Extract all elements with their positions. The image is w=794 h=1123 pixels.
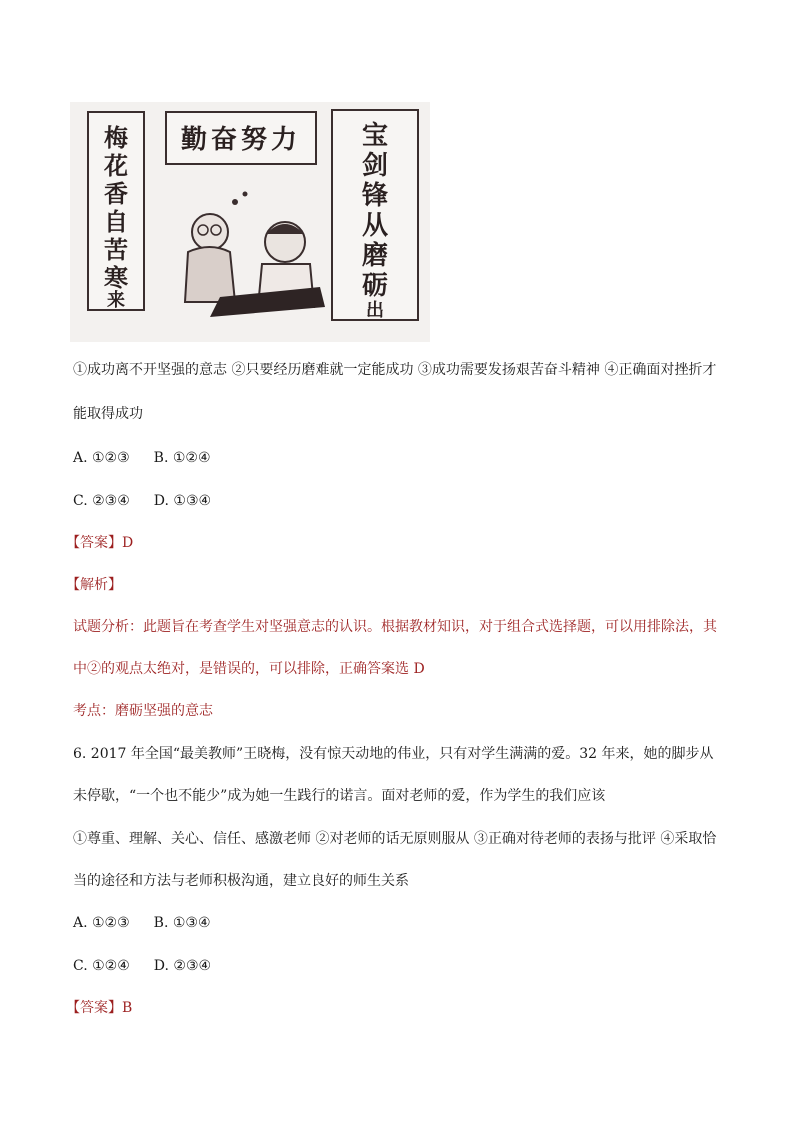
svg-text:剑: 剑 [361,151,389,181]
svg-text:宝: 宝 [361,121,389,151]
svg-text:香: 香 [104,180,128,208]
q5-answer-label: 【答案】 [66,535,122,551]
svg-text:梅: 梅 [104,124,128,152]
q6-answer-value: B [122,1000,133,1016]
q5-kaodian: 考点：磨砺坚强的意志 [73,703,213,719]
svg-text:出: 出 [366,300,384,321]
q5-analysis-line2: 中②的观点太绝对，是错误的，可以排除，正确答案选 D [73,661,425,677]
q6-stem-line1: 6. 2017 年全国“最美教师”王晓梅，没有惊天动地的伟业，只有对学生满满的爱。32 年来，她的脚步从 [73,746,714,762]
q5-answer-value: D [122,535,134,551]
svg-text:从: 从 [361,211,389,241]
q5-analysis-label [66,575,726,595]
q5-options-row1 [73,448,733,468]
q6-options-row1 [73,913,733,933]
q6-stem-line2: 未停歇，“一个也不能少”成为她一生践行的诺言。面对老师的爱，作为学生的我们应该 [73,788,606,804]
q5-statements-line1: ①成功离不开坚强的意志 ②只要经历磨难就一定能成功 ③成功需要发扬艰苦奋斗精神 ④正确面对挫折才 [73,362,717,378]
q6-option-a[interactable]: A. ①②③ [73,915,130,931]
q6-option-d[interactable]: D. ②③④ [153,958,212,974]
svg-text:砺: 砺 [361,271,389,301]
q6-answer [66,998,726,1018]
svg-text:自: 自 [104,208,128,236]
q5-option-d[interactable]: D. ①③④ [153,493,212,509]
svg-text:来: 来 [107,290,125,311]
q5-analysis-line1: 试题分析：此题旨在考查学生对坚强意志的认识。根据教材知识，对于组合式选择题，可以用排除法，其 [73,619,717,635]
cartoon-illustration [70,102,430,342]
q5-options-row2 [73,491,733,511]
q5-option-a[interactable]: A. ①②③ [73,450,130,466]
svg-text:寒: 寒 [104,264,128,292]
svg-text:勤奋努力: 勤奋努力 [180,125,302,155]
svg-text:锋: 锋 [361,181,389,211]
q6-statements-line1: ①尊重、理解、关心、信任、感激老师 ②对老师的话无原则服从 ③正确对待老师的表扬与批评 ④采取恰 [73,831,717,847]
cartoon-drawing [70,102,430,342]
q6-statements-line2: 当的途径和方法与老师积极沟通，建立良好的师生关系 [73,873,409,889]
q6-option-c[interactable]: C. ①②④ [73,958,130,974]
svg-text:苦: 苦 [104,236,128,264]
svg-text:磨: 磨 [361,241,389,271]
q6-options-row2 [73,956,733,976]
q5-answer [66,533,726,553]
q6-answer-label: 【答案】 [66,1000,122,1016]
q5-option-b[interactable]: B. ①②④ [153,450,211,466]
q5-statements-line2: 能取得成功 [73,406,143,422]
q5-analysis-label-text: 【解析】 [66,577,122,593]
q6-option-b[interactable]: B. ①③④ [153,915,211,931]
svg-text:花: 花 [104,152,128,180]
q5-option-c[interactable]: C. ②③④ [73,493,130,509]
